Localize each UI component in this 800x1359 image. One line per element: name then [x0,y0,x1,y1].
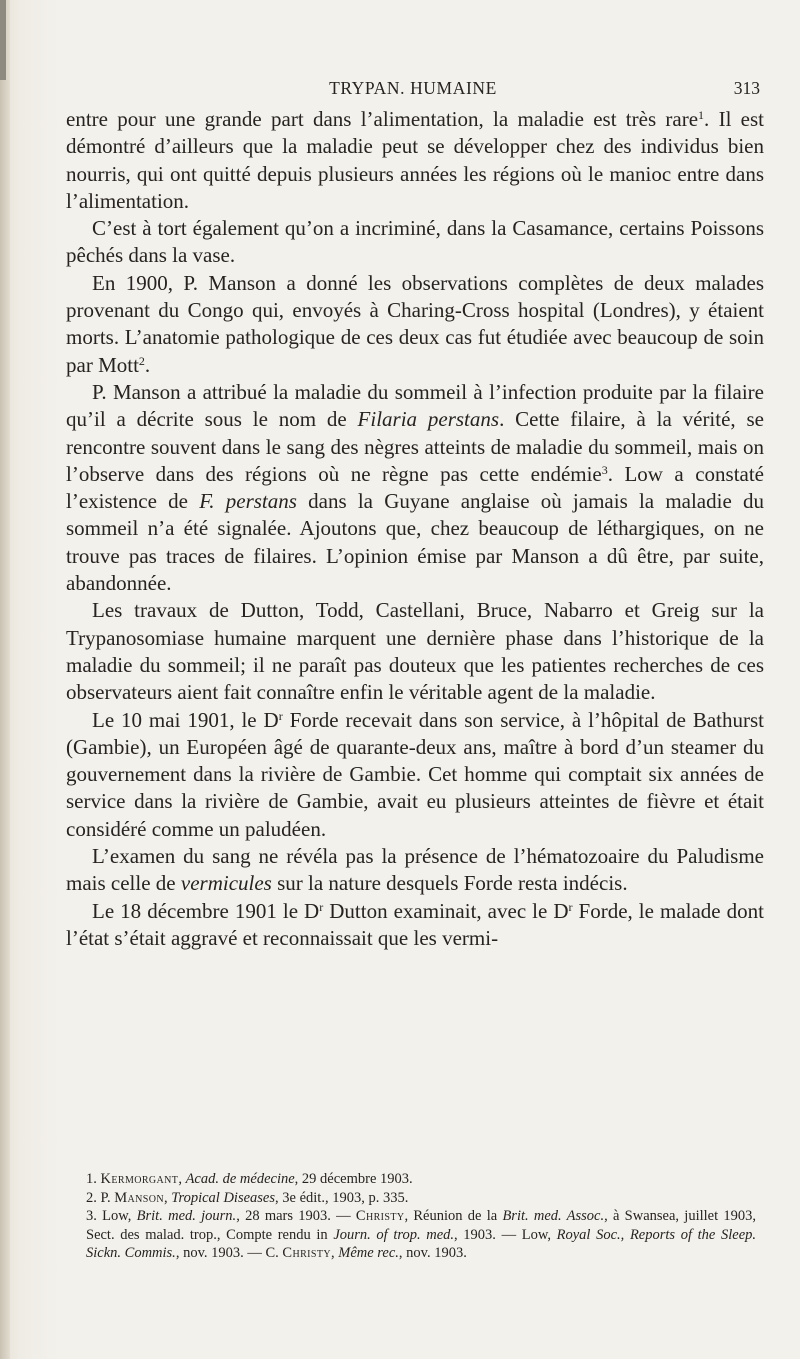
text-run: , 1903. — Low, [454,1226,557,1243]
superscript: r [319,899,324,914]
text-run: Les travaux de Dutton, Todd, Castellani, Bruce, Nabarro et Greig sur la Trypanosomiase humaine marquent une dernière phase dans l’historique de la maladie du sommeil; il ne paraît pas douteux que les patientes recherches de ces observateurs aient fait connaître enfin le véritable agent de la maladie. [66,598,764,705]
text-run: 3. Low, [86,1208,137,1225]
paragraph [66,898,764,953]
italic-text: Journ. of trop. med. [333,1226,455,1243]
italic-text: Même rec. [338,1245,399,1262]
footnote [86,1207,756,1263]
italic-text: vermicules [180,871,272,896]
text-run: , 3e édit., 1903, p. 335. [275,1189,409,1206]
italic-text: Filaria perstans [357,407,500,432]
author-name: Manson [114,1189,164,1206]
text-run: Forde recevait dans son service, à l’hôpital de Bathurst (Gambie), un Européen âgé de quarante-deux ans, maître à bord d’un steamer du gouvernement dans la rivière de Gambie. Cet homme qui comptait six années de service dans la rivière de Gambie, avait eu plusieurs atteintes de fièvre et était considéré comme un paludéen. [66,707,764,841]
text-run: En 1900, P. Manson a donné les observations complètes de deux malades provenant du Congo qui, envoyés à Charing-Cross hospital (Londres), y étaient morts. L’anatomie pathologique de ces deux cas fut étudiée avec beaucoup de soin par Mott [66,270,764,377]
superscript: r [568,899,573,914]
text-run: , 28 mars 1903. — [236,1208,356,1225]
footnotes [86,1170,756,1263]
text-run: , à Swansea, juillet 1903, Sect. des malad. trop., Compte rendu in [86,1208,757,1243]
text-run: , [163,1189,172,1206]
text-run: , Réunion de la [404,1208,503,1225]
text-run: dans la Guyane anglaise où jamais la maladie du sommeil n’a été signalée. Ajoutons que, chez beaucoup de léthargiques, on ne trouve pas traces de filaires. L’opinion émise par Manson a dû être, par suite, abandonnée. [66,489,764,596]
paragraph [66,215,764,270]
running-title: TRYPAN. HUMAINE [329,78,497,98]
text-run: , nov. 1903. [398,1245,467,1262]
text-run: . Cette filaire, à la vérité, se rencontre souvent dans le sang des nègres atteints de maladie du sommeil, mais on l’observe dans des régions où ne règne pas cette endémie [66,407,764,486]
text-run: P. Manson a attribué la maladie du sommeil à l’infection produite par la filaire qu’il a décrite sous le nom de [66,379,764,432]
page-header [66,74,760,104]
text-run: Forde, le malade dont l’état s’était aggravé et reconnaissait que les vermi- [66,898,764,950]
text-run: . Il est démontré d’ailleurs que la maladie peut se développer chez des individus bien nourris, qui ont quitté depuis plusieurs années les régions où le manioc entre dans l’alimentation. [66,107,765,213]
text-run: , nov. 1903. — C. [175,1245,283,1262]
text-run: Dutton examinait, avec le D [323,898,569,923]
paragraph [66,707,764,843]
text-run: Le 18 décembre 1901 le D [92,898,320,923]
text-run: entre pour une grande part dans l’alimentation, la maladie est très rare [66,107,699,131]
page-number: 313 [733,78,760,98]
text-run: . [144,352,151,377]
text-run: , [178,1171,186,1187]
footnote [86,1189,756,1208]
paragraph [66,270,764,379]
text-run: C’est à tort également qu’on a incriminé, dans la Casamance, certains Poissons pêchés dans la vase. [66,216,764,268]
superscript: 3 [601,462,608,477]
body-text [66,106,764,952]
text-run: sur la nature desquels Forde resta indécis. [271,871,628,896]
text-run: , 29 décembre 1903. [294,1171,413,1187]
text-run: . Low a constaté l’existence de [66,461,765,514]
text-run: L’examen du sang ne révéla pas la présence de l’hématozoaire du Paludisme mais celle de [66,844,764,896]
paragraph [66,843,764,898]
page-binding-edge [0,0,10,1359]
italic-text: Acad. de médecine [185,1171,295,1187]
author-name: Christy [355,1208,405,1225]
superscript: r [278,708,283,723]
italic-text: F. perstans [199,489,297,514]
author-name: Kermorgant [100,1171,179,1187]
superscript: 1 [698,108,705,122]
italic-text: Royal Soc., Reports of the Sleep. Sickn. Commis. [86,1226,757,1262]
paragraph [66,597,764,706]
italic-text: Tropical Diseases [171,1189,276,1206]
text-run: , [331,1245,339,1262]
paragraph [66,106,764,215]
superscript: 2 [138,353,145,368]
author-name: Christy [282,1245,332,1262]
italic-text: Brit. med. Assoc. [502,1208,605,1225]
italic-text: Brit. med. journ. [136,1208,237,1225]
text-run: 2. P. [86,1189,115,1206]
footnote [86,1170,756,1189]
paragraph [66,379,764,597]
page-binding-shadow [0,0,6,80]
text-run: 1. [86,1171,101,1187]
text-run: Le 10 mai 1901, le D [92,707,279,732]
